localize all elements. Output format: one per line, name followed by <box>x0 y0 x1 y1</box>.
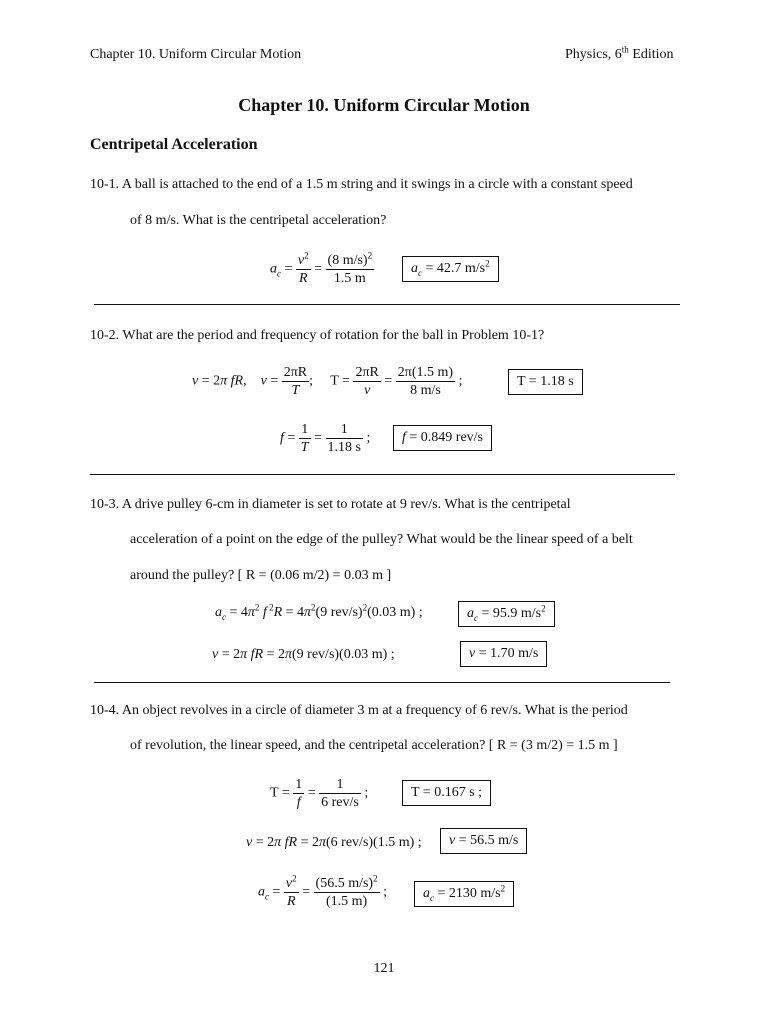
equation-10-2-period: v = 2π fR, v = $\frac{2\pi R}{T}$ ; T = $\frac{2\pi R}{v}$ = $\frac{2\pi(1.5 m)}{8 m/s}$ ; <box>192 365 463 398</box>
equation-10-3-speed: v = 2π fR = 2π(9 rev/s)(0.03 m) ; <box>212 647 395 662</box>
equation-10-3-acceleration: $a_c = 4\pi^2$ f $^2R = 4\pi^2(9$ rev/s)$^2$(0.03 m) ; <box>215 602 423 622</box>
answer-box-10-3-speed: v = 1.70 m/s <box>460 641 547 667</box>
problem-10-1-line2: of 8 m/s. What is the centripetal acceleration? <box>130 213 387 228</box>
problem-10-1-line1: 10-1. A ball is attached to the end of a 1.5 m string and it swings in a circle with a constant speed <box>90 177 633 192</box>
answer-box-10-4-speed: v = 56.5 m/s <box>440 828 527 854</box>
problem-10-3-line3: around the pulley? [ R = (0.06 m/2) = 0.03 m ] <box>130 568 392 583</box>
problem-10-4-line2: of revolution, the linear speed, and the centripetal acceleration? [ R = (3 m/2) = 1.5 m ] <box>130 738 618 753</box>
equation-10-4-speed: v = 2π fR = 2π(6 rev/s)(1.5 m) ; <box>246 835 422 850</box>
answer-box-10-2-frequency: f = 0.849 rev/s <box>393 425 492 451</box>
answer-box-10-2-period: T = 1.18 s <box>508 369 583 395</box>
running-header-left: Chapter 10. Uniform Circular Motion <box>90 47 302 62</box>
problem-10-2-line1: 10-2. What are the period and frequency of rotation for the ball in Problem 10-1? <box>90 328 545 343</box>
chapter-title: Chapter 10. Uniform Circular Motion <box>238 95 530 115</box>
answer-box-10-4-acceleration: $a_c = 2130$ $m/s^2$ <box>414 881 514 907</box>
equation-10-4-acceleration: $a_c$ = $\frac{v^2}{R}$ = $\frac{(56.5 m/s)^2}{(1.5 m)}$ ; <box>258 873 387 909</box>
divider <box>94 304 680 305</box>
answer-box-10-3-acceleration: $a_c = 95.9$ $m/s^2$ <box>458 601 555 627</box>
answer-box-10-1: $a_c = 42.7$ $m/s^2$ <box>402 256 499 282</box>
problem-10-3-line1: 10-3. A drive pulley 6-cm in diameter is set to rotate at 9 rev/s. What is the centripetal <box>90 497 571 512</box>
running-header-right: Physics, 6th Edition <box>565 44 674 62</box>
section-title: Centripetal Acceleration <box>90 136 258 153</box>
problem-10-3-line2: acceleration of a point on the edge of the pulley? What would be the linear speed of a belt <box>130 532 633 547</box>
divider <box>90 474 675 475</box>
problem-10-4-line1: 10-4. An object revolves in a circle of diameter 3 m at a frequency of 6 rev/s. What is the period <box>90 703 628 718</box>
answer-box-10-4-period: T = 0.167 s ; <box>402 780 491 806</box>
equation-10-4-period: T = $\frac{1}{f}$ = $\frac{1}{\text{6 rev/s}}$ ; <box>270 777 369 810</box>
page-number: 121 <box>373 961 395 976</box>
divider <box>94 682 670 683</box>
equation-10-1: $a_c$ = $\frac{v^2}{R}$ = $\frac{(8 m/s)^2}{1.5 m}$ <box>270 250 373 286</box>
equation-10-2-frequency: f = $\frac{1}{T}$ = $\frac{1}{1.18 s}$ ; <box>280 422 371 455</box>
